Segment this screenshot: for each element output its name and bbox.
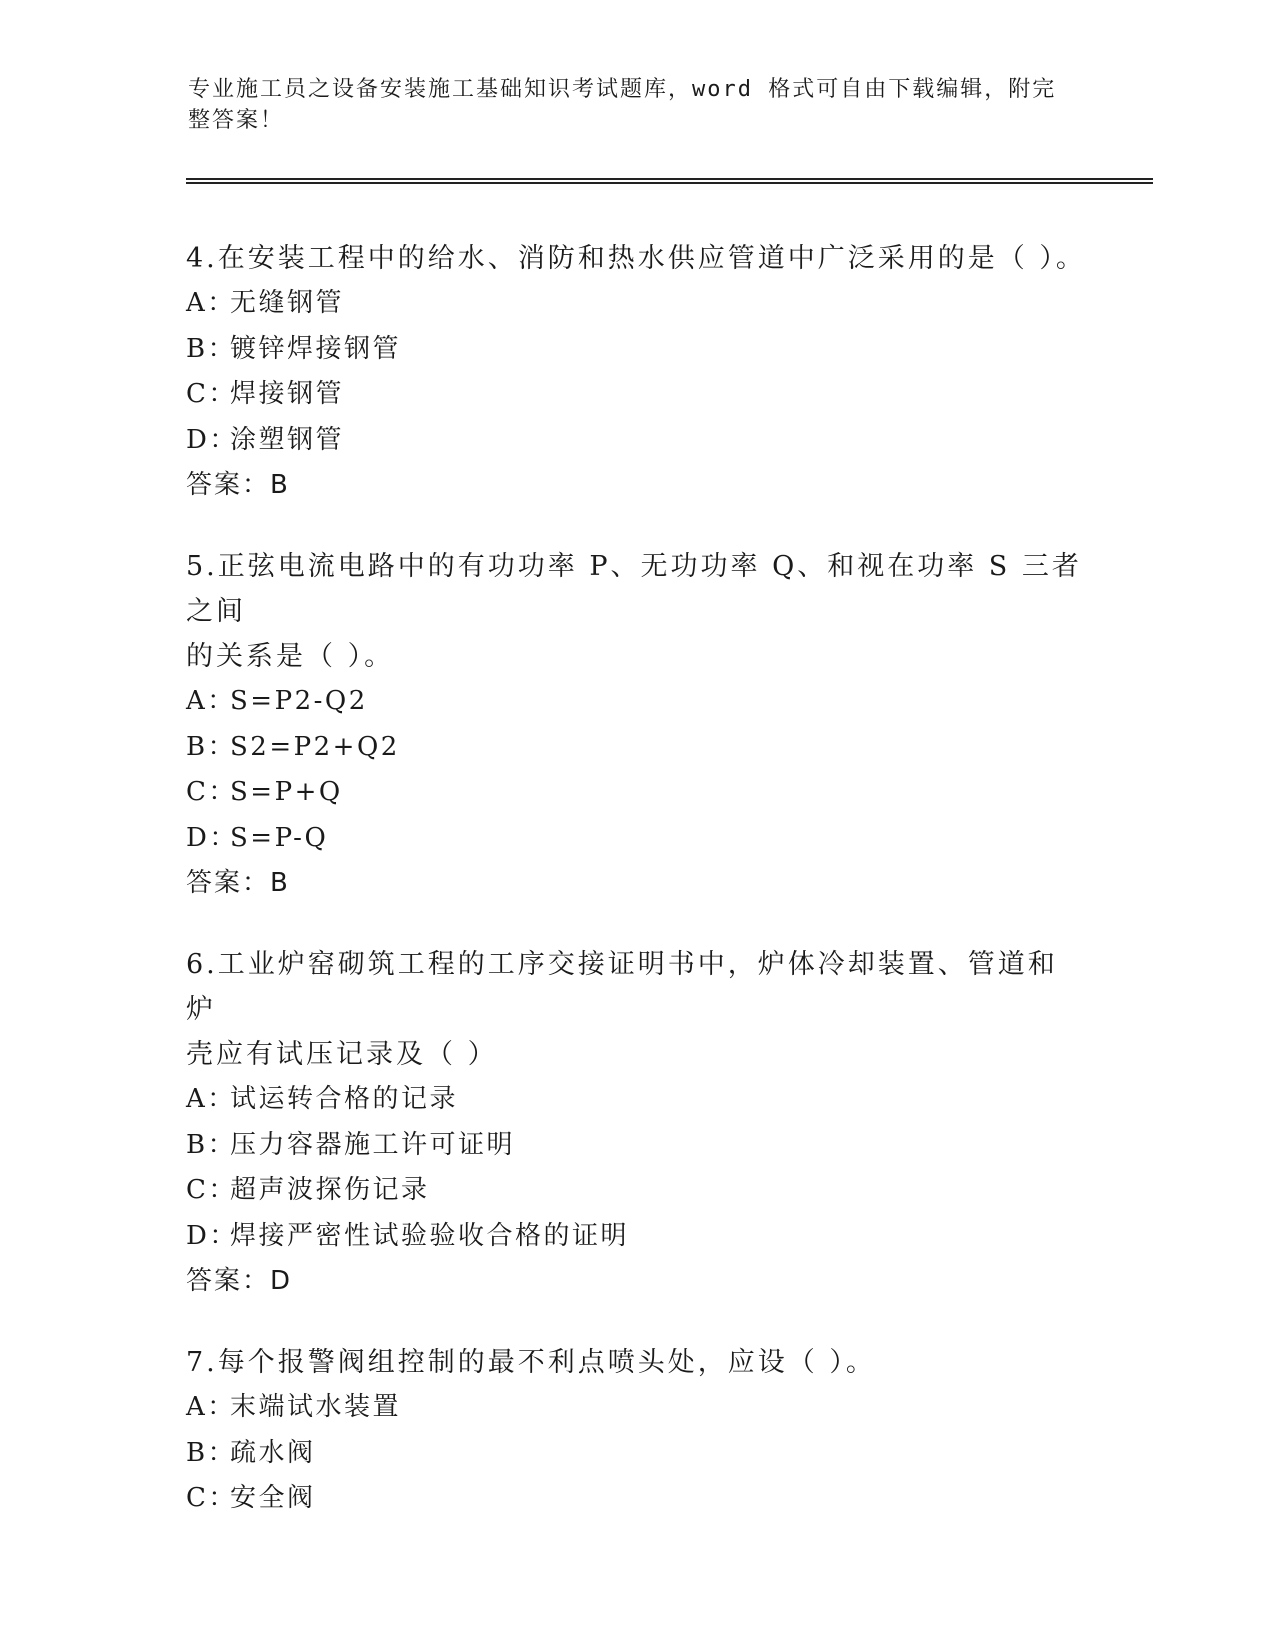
option-text: 疏水阀 [230,1437,316,1468]
question-5 [186,544,1086,906]
option-b [186,1431,1086,1477]
option-text: 镀锌焊接钢管 [230,333,402,364]
option-a [186,679,1086,725]
answer: 答案：B [186,868,290,898]
option-key: A： [186,686,236,716]
option-b [186,1123,1086,1169]
option-c [186,1476,1086,1522]
option-key: D： [186,424,238,455]
option-key: C： [186,777,237,807]
option-key: C： [186,379,237,409]
option-key: D： [186,822,238,853]
option-text: 超声波探伤记录 [230,1175,430,1205]
option-text: 焊接钢管 [230,379,345,409]
header-line-1: 专业施工员之设备安装施工基础知识考试题库，word 格式可自由下载编辑，附完 [188,77,1057,102]
option-c [186,770,1086,816]
option-text: 安全阀 [230,1483,316,1513]
question-stem: 4.在安装工程中的给水、消防和热水供应管道中广泛采用的是（ ）。 [186,243,1086,274]
question-stem-continued: 的关系是（ ）。 [186,641,395,672]
question-stem: 5.正弦电流电路中的有功功率 P、无功功率 Q、和视在功率 S 三者之间 [186,551,1082,627]
question-6 [186,942,1086,1304]
option-text: 涂塑钢管 [230,424,345,455]
answer: 答案：D [186,1266,293,1296]
header-divider [186,178,1153,184]
document-header [188,74,1068,136]
option-key: A： [186,1084,236,1114]
option-key: A： [186,288,236,318]
question-list [186,236,1086,1558]
option-b [186,725,1086,771]
question-stem: 6.工业炉窑砌筑工程的工序交接证明书中，炉体冷却装置、管道和炉 [186,949,1058,1025]
option-c [186,1168,1086,1214]
question-4 [186,236,1086,508]
question-stem: 7.每个报警阀组控制的最不利点喷头处，应设（ ）。 [186,1347,876,1378]
option-text: 无缝钢管 [230,288,345,318]
option-text: 末端试水装置 [230,1392,402,1422]
option-key: C： [186,1483,237,1513]
option-d [186,418,1086,464]
option-text: 焊接严密性试验验收合格的证明 [230,1220,630,1251]
option-key: B： [186,731,237,762]
option-key: C： [186,1175,237,1205]
option-key: D： [186,1220,238,1251]
question-7 [186,1340,1086,1522]
option-text: S2=P2+Q2 [230,731,400,762]
option-key: A： [186,1392,236,1422]
answer: 答案：B [186,470,290,500]
option-text: S=P-Q [230,822,329,853]
option-text: 试运转合格的记录 [230,1084,459,1114]
question-stem-continued: 壳应有试压记录及（ ） [186,1039,498,1070]
option-b [186,327,1086,373]
option-d [186,1214,1086,1260]
option-a [186,1385,1086,1431]
option-text: S=P+Q [230,777,343,807]
option-key: B： [186,1129,237,1160]
option-key: B： [186,333,237,364]
header-line-2: 整答案！ [188,108,285,133]
option-d [186,816,1086,862]
option-c [186,372,1086,418]
option-a [186,1077,1086,1123]
option-text: 压力容器施工许可证明 [230,1129,516,1160]
option-a [186,281,1086,327]
option-key: B： [186,1437,237,1468]
option-text: S=P2-Q2 [230,686,368,716]
